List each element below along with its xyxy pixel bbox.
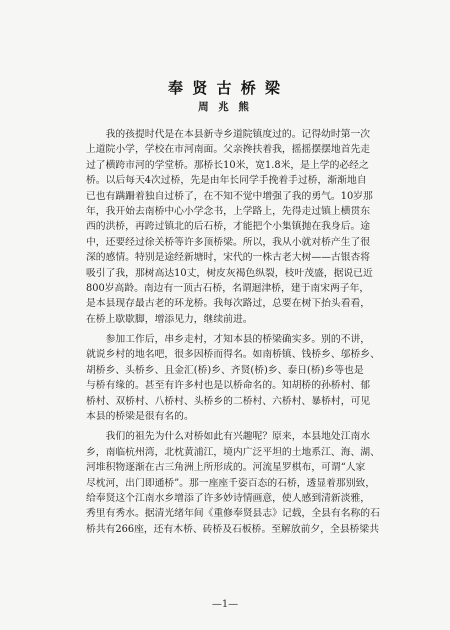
text-line: 就说乡村的地名吧，很多因桥而得名。如南桥镇、钱桥乡、邬桥乡、 [86, 349, 380, 361]
paragraph [86, 127, 410, 327]
paragraph [86, 332, 410, 424]
text-line: 桥共有266座，还有木桥、砖桥及石板桥。至解放前夕，全县桥梁共 [86, 523, 380, 535]
text-line: 本县的桥梁是很有名的。 [86, 411, 194, 423]
article-body [86, 127, 410, 537]
text-line: 参加工作后，串乡走村，才知本县的桥梁确实多。别的不讲， [86, 334, 371, 346]
text-line: 河堆积物逐渐在古三角洲上所形成的。河流星罗棋布，可谓“人家 [86, 462, 366, 474]
text-line: 已也有蹒跚着独自过桥了，在不知不觉中增强了我的勇气。10岁那 [86, 190, 373, 202]
text-line: 是本县现存最古老的环龙桥。我每次路过，总要在树下抬头看看， [86, 298, 371, 310]
article-title: 奉 贤 古 桥 梁 [168, 79, 282, 97]
text-line: 过了横跨市河的学堂桥。那桥长10米，宽1.8米，是上学的必经之 [86, 159, 369, 171]
text-line: 中，还要经过徐关桥等许多顶桥梁。所以，我从小就对桥产生了很 [86, 236, 371, 248]
paragraph [86, 429, 410, 537]
text-line: 深的感情。特别是途经新塘时，宋代的一株古老大树——古银杏将 [86, 252, 371, 264]
text-line: 乡，南临杭州湾，北枕黄浦江，境内广泛平坦的土地系江、海、湖、 [86, 446, 380, 458]
text-line: 尽枕河，出门即通桥”。那一座座千姿百态的石桥，透显着那别致， [86, 477, 376, 489]
text-line: 上道院小学，学校在市河南面。父亲搀扶着我，摇摇摆摆地首先走 [86, 144, 371, 156]
text-line: 胡桥乡、头桥乡、且金汇(桥)乡、齐贤(桥)乡、泰日(桥)乡等也是 [86, 364, 364, 376]
text-line: 秀里有秀水。据清光绪年间《重修奉贤县志》记载，全县有名称的石 [86, 508, 380, 520]
text-line: 800岁高龄。南边有一顶古石桥，名谓迴津桥，建于南宋两子年， [86, 282, 370, 294]
text-line: 我们的祖先为什么对桥如此有兴趣呢？原来，本县地处江南水 [86, 431, 371, 443]
article-author: 周 兆 熊 [198, 101, 252, 113]
text-line: 与桥有缘的。甚至有许多村也是以桥命名的。知胡桥的孙桥村、郁 [86, 380, 371, 392]
text-line: 给奉贤这个江南水乡增添了许多妙诗情画意，使人感到清新淡雅， [86, 492, 371, 504]
text-line: 西的洪桥，再跨过镇北的后石桥，才能把个小集镇抛在我身后。途 [86, 221, 371, 233]
text-line: 吸引了我，那树高达10丈，树皮灰褐色纵裂，枝叶茂盛，据说已近 [86, 267, 373, 279]
page-number: —1— [211, 599, 239, 610]
text-line: 年，我开始去南桥中心小学念书，上学路上，先得走过镇上横贯东 [86, 205, 371, 217]
text-line: 在桥上歇歇脚，增添见力，继续前进。 [86, 313, 253, 325]
text-line: 桥村、双桥村、八桥村、头桥乡的二桥村、六桥村、暴桥村，可见 [86, 395, 371, 407]
text-line: 桥。以后每天4次过桥，先是由年长同学手挽着手过桥，渐渐地自 [86, 175, 367, 187]
text-line: 我的孩提时代是在本县新寺乡道院镇度过的。记得幼时第一次 [86, 129, 371, 140]
